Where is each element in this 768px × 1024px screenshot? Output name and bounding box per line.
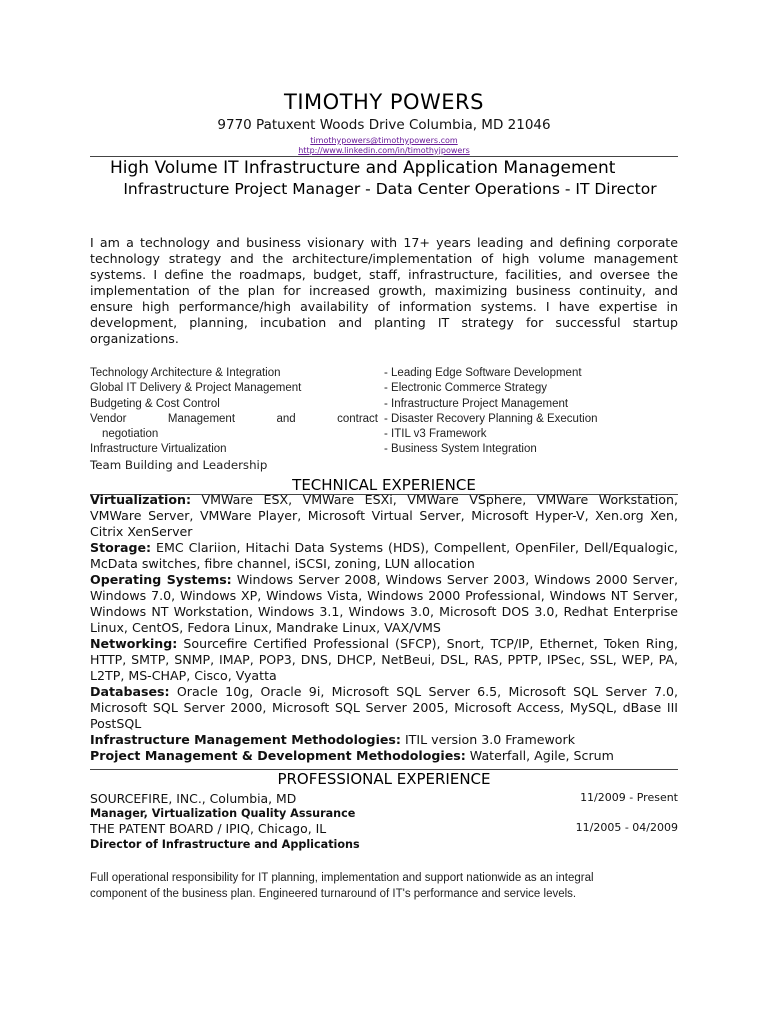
job-title: Director of Infrastructure and Applications [90, 838, 360, 851]
job-description: Full operational responsibility for IT planning, implementation and support nationwide as an integral component of the business plan. Engineered turnaround of IT's performance and service levels. [90, 872, 594, 900]
tech-item [90, 636, 678, 684]
address: 9770 Patuxent Woods Drive Columbia, MD 21046 [217, 117, 551, 133]
summary-paragraph: I am a technology and business visionary with 17+ years leading and defining corporate technology strategy and the architecture/implementation of high volume management systems. I define the roadmaps, budget, staff, infrastructure, facilities, and oversee the implementation of the plan for increased growth, maximizing business continuity, and ensure high performance/high availability of information systems. I have expertise in development, planning, incubation and planting IT strategy for successful startup organizations. [90, 235, 678, 346]
linkedin-link[interactable]: http://www.linkedin.com/in/timothyjpowers [298, 146, 470, 155]
skill-item: - Electronic Commerce Strategy [384, 382, 547, 395]
skill-item: - Disaster Recovery Planning & Execution [384, 412, 598, 425]
tech-label: Virtualization: [90, 492, 191, 507]
skill-item: - Infrastructure Project Management [384, 397, 569, 410]
tech-text: Sourcefire Certified Professional (SFCP), Snort, TCP/IP, Ethernet, Token Ring, HTTP, SMTP, SNMP, IMAP, POP3, DNS, DHCP, NetBeui, DSL, RAS, PPTP, IPSec, SSL, WEP, PA, L2TP, MS-CHAP, Cisco, Vyatta [90, 636, 678, 683]
tech-text: ITIL version 3.0 Framework [400, 732, 575, 747]
headline-secondary: Infrastructure Project Manager - Data Center Operations - IT Director [123, 180, 657, 198]
skill-item: - ITIL v3 Framework [384, 428, 487, 441]
skill-word: Vendor [90, 412, 127, 425]
technical-experience [90, 492, 678, 764]
job-dates: 11/2005 - 04/2009 [575, 821, 678, 834]
section-title-technical: TECHNICAL EXPERIENCE [292, 476, 476, 494]
job-row [90, 821, 678, 836]
divider-header [90, 156, 678, 157]
job-title: Manager, Virtualization Quality Assurance [90, 807, 356, 820]
tech-label: Project Management & Development Methodologies: [90, 748, 466, 763]
tech-text: EMC Clariion, Hitachi Data Systems (HDS), Compellent, OpenFiler, Dell/Equalogic, McData switches, fibre channel, iSCSI, zoning, LUN allocation [90, 540, 678, 571]
tech-label: Networking: [90, 636, 178, 651]
tech-text: Waterfall, Agile, Scrum [465, 748, 614, 763]
skill-item: Infrastructure Virtualization [90, 443, 227, 456]
tech-item [90, 748, 678, 764]
skills-left-column [90, 366, 378, 473]
tech-text: VMWare ESX, VMWare ESXi, VMWare VSphere, VMWare Workstation, VMWare Server, VMWare Player, Microsoft Virtual Server, Microsoft Hyper-V, Xen.org Xen, Citrix XenServer [90, 492, 678, 539]
tech-item [90, 540, 678, 572]
skill-item: - Leading Edge Software Development [384, 367, 582, 379]
skill-item: Budgeting & Cost Control [90, 397, 220, 410]
job-row [90, 791, 678, 806]
headline-primary: High Volume IT Infrastructure and Application Management [110, 158, 616, 178]
tech-label: Databases: [90, 684, 170, 699]
candidate-name: TIMOTHY POWERS [284, 90, 484, 114]
email-link[interactable]: timothypowers@timothypowers.com [310, 136, 458, 145]
tech-item [90, 572, 678, 636]
job-dates: 11/2009 - Present [580, 791, 678, 804]
skill-item: - Business System Integration [384, 443, 537, 456]
skill-word: contract [337, 412, 378, 425]
tech-item [90, 492, 678, 540]
skill-item: Team Building and Leadership [90, 457, 268, 472]
tech-text: Oracle 10g, Oracle 9i, Microsoft SQL Server 6.5, Microsoft SQL Server 7.0, Microsoft SQL Server 2000, Microsoft SQL Server 2005, Microsoft Access, MySQL, dBase III PostSQL [90, 684, 678, 731]
tech-label: Storage: [90, 540, 152, 555]
skill-word: and [276, 412, 296, 425]
skills-right-column [384, 366, 684, 458]
skill-item: Global IT Delivery & Project Management [90, 382, 302, 395]
tech-label: Operating Systems: [90, 572, 232, 587]
skill-word: Management [167, 412, 236, 425]
tech-label: Infrastructure Management Methodologies: [90, 732, 401, 747]
skill-item: Technology Architecture & Integration [90, 367, 281, 379]
tech-item [90, 684, 678, 732]
skill-item-vendor [90, 412, 378, 443]
skill-word: negotiation [102, 428, 159, 441]
tech-item [90, 732, 678, 748]
tech-text: Windows Server 2008, Windows Server 2003, Windows 2000 Server, Windows 7.0, Windows XP, Windows Vista, Windows 2000 Professional, Windows NT Server, Windows NT Workstation, Windows 3.1, Windows 3.0, Microsoft DOS 3.0, Redhat Enterprise Linux, CentOS, Fedora Linux, Mandrake Linux, VAX/VMS [90, 572, 678, 635]
job-company: SOURCEFIRE, INC., Columbia, MD [90, 791, 297, 806]
skill-item-vendor-line [90, 412, 378, 427]
section-title-professional: PROFESSIONAL EXPERIENCE [277, 770, 491, 788]
job-company: THE PATENT BOARD / IPIQ, Chicago, IL [90, 821, 327, 836]
